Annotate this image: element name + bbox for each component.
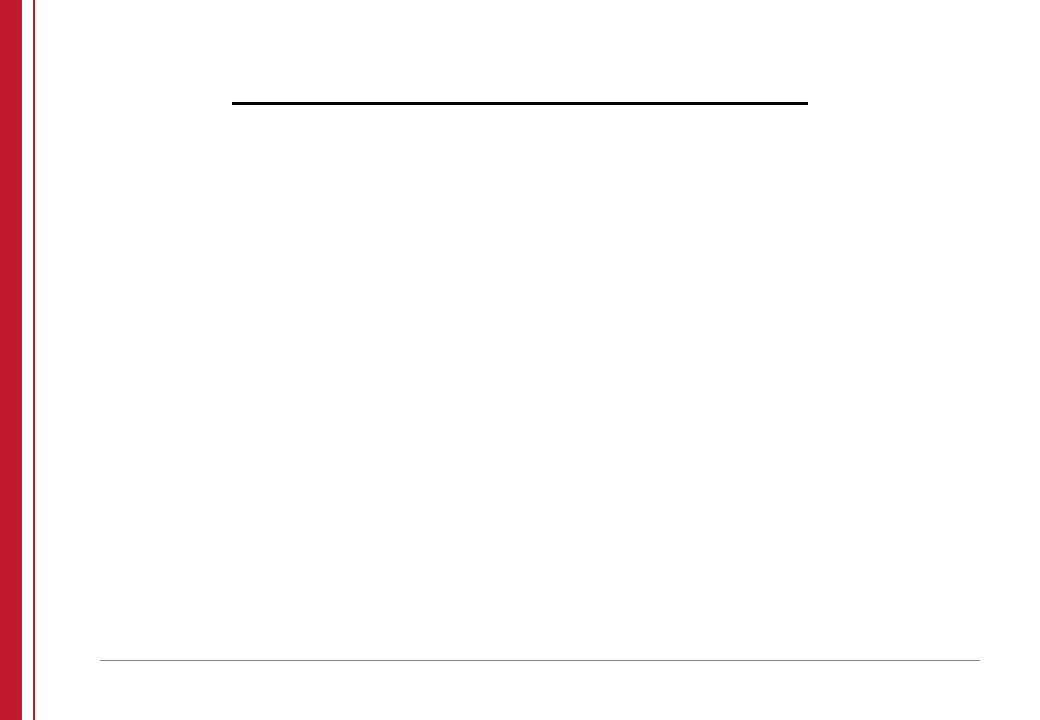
- footer-divider: [100, 660, 980, 661]
